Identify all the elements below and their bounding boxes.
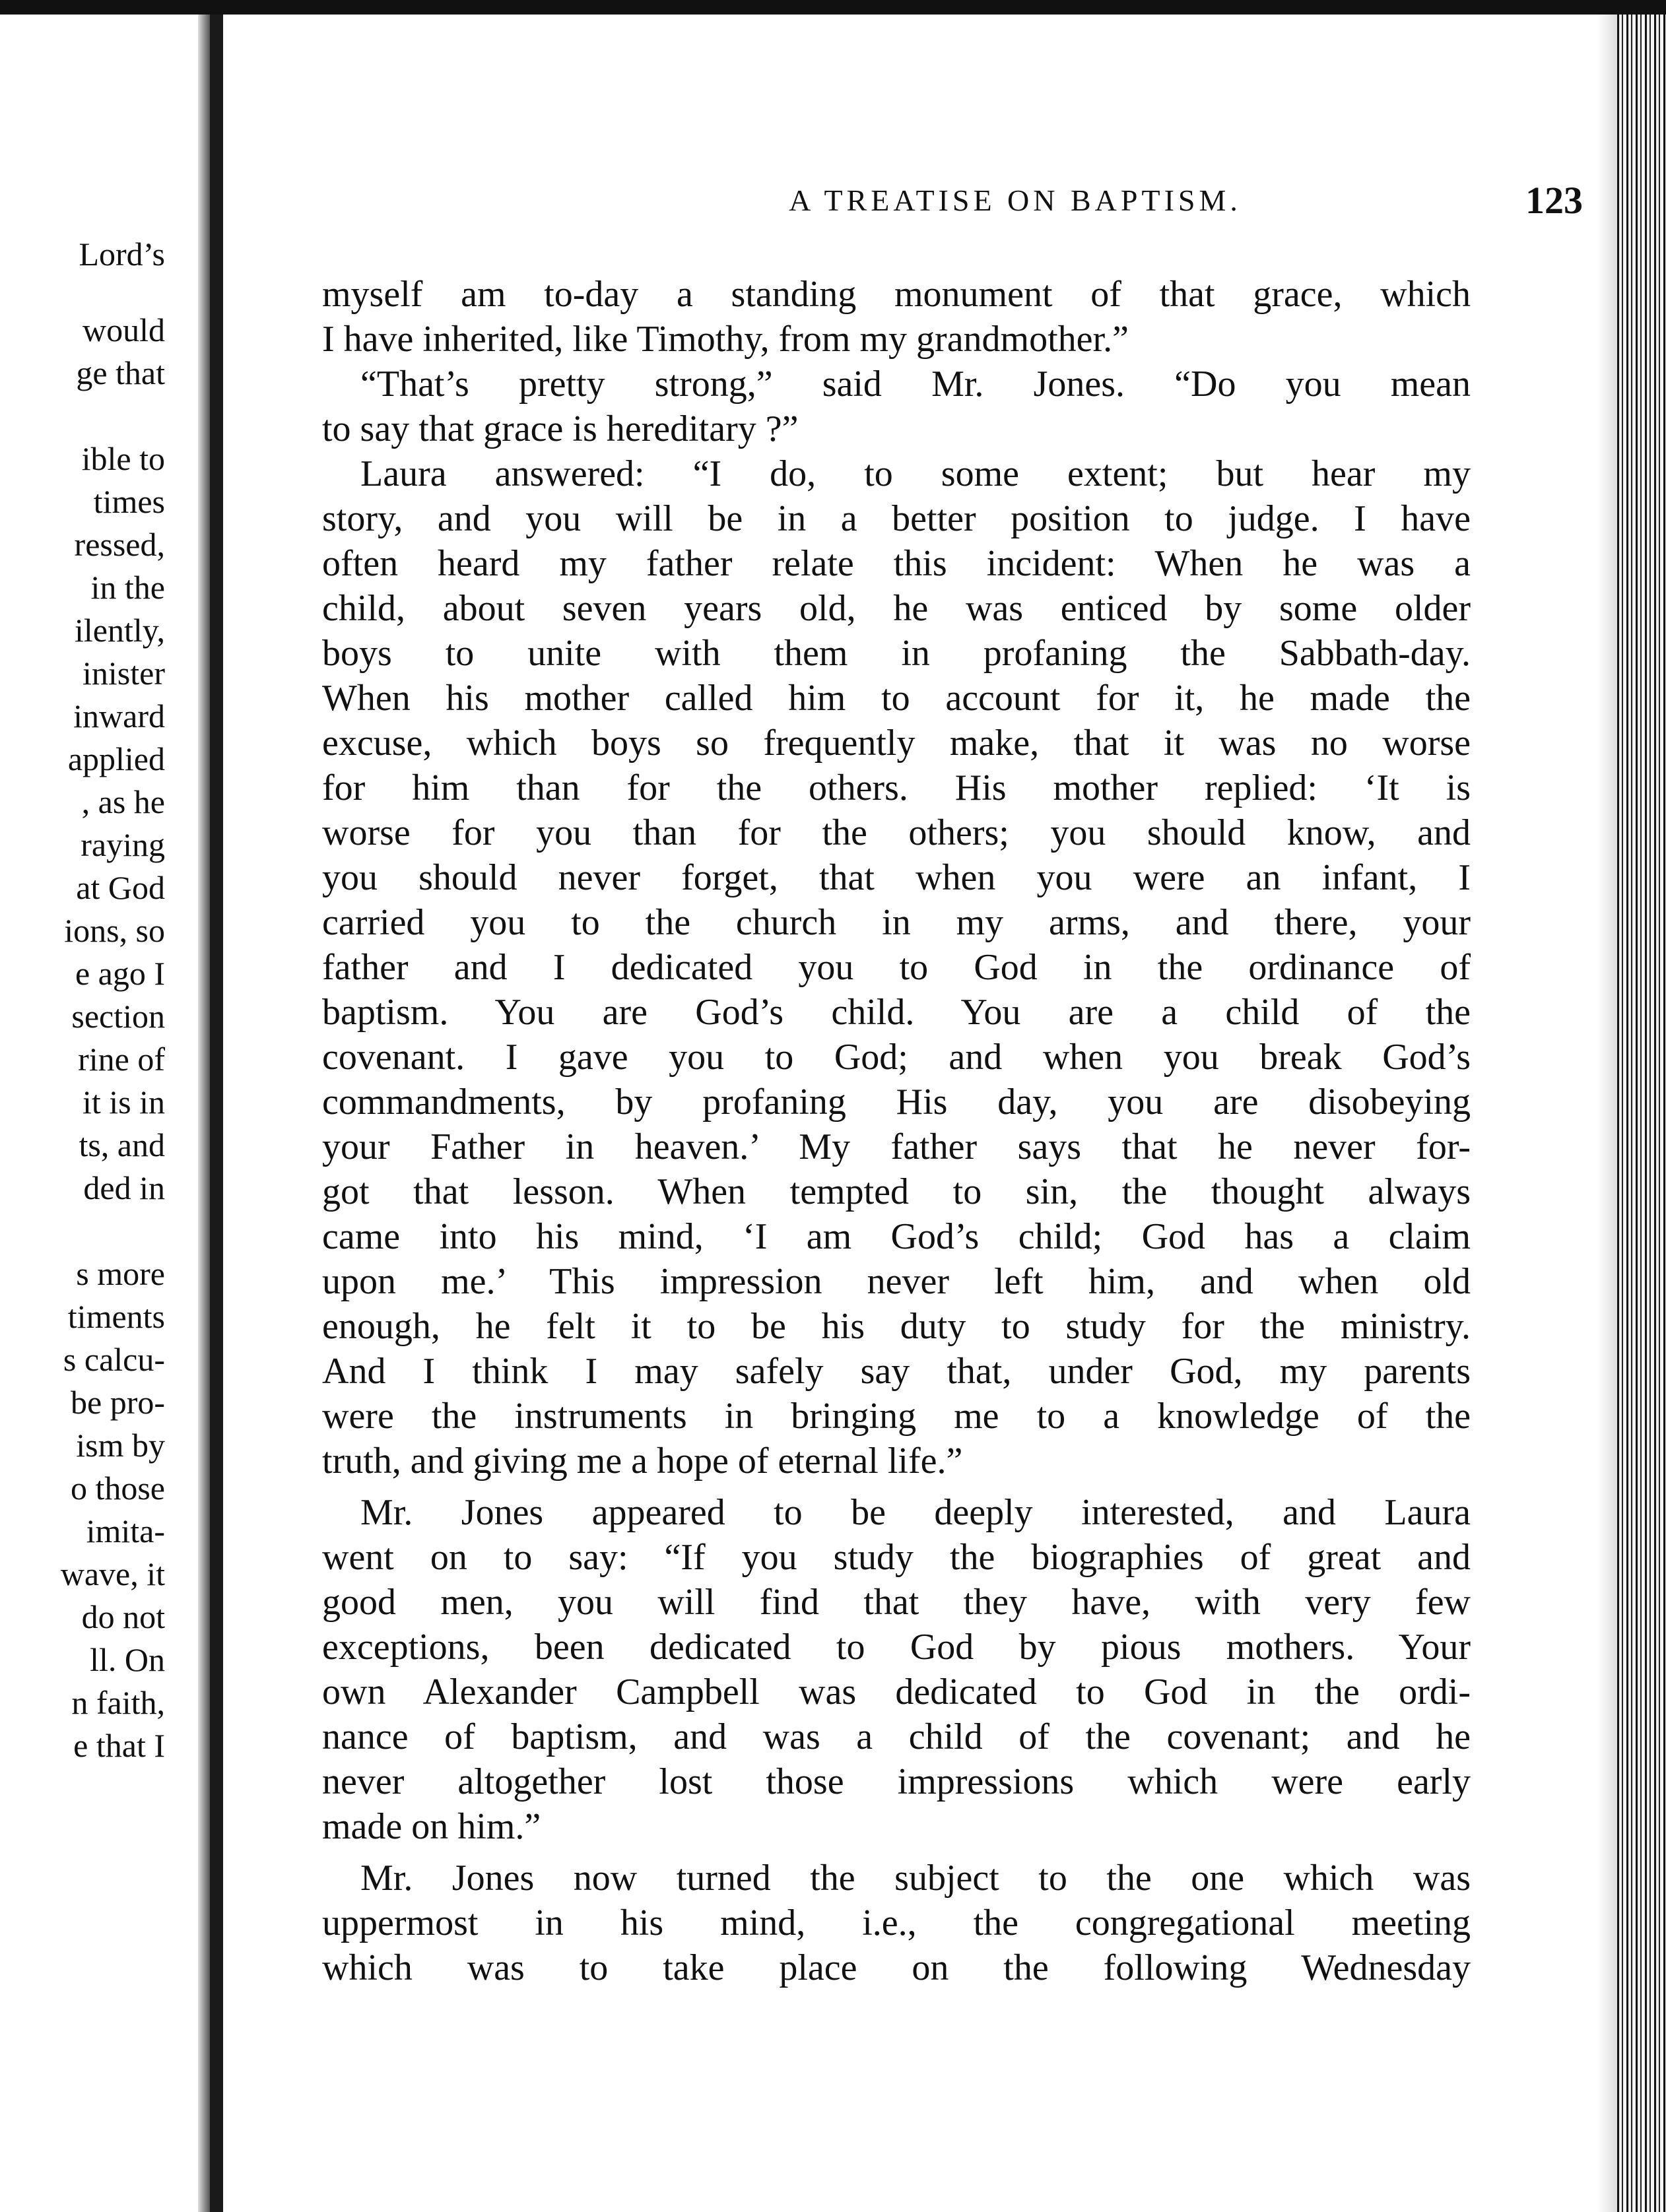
text-line: your Father in heaven.’ My father says that he never for- xyxy=(322,1126,1471,1167)
paragraph-gap xyxy=(322,1483,1471,1490)
page-number: 123 xyxy=(1525,179,1583,222)
right-page xyxy=(223,15,1597,2212)
text-line: Mr. Jones appeared to be deeply interested, and Laura xyxy=(360,1492,1471,1533)
left-page-text-fragment: wave, it xyxy=(60,1555,165,1592)
text-line: truth, and giving me a hope of eternal life.” xyxy=(322,1441,963,1481)
body-text xyxy=(322,272,1471,1990)
text-line: commandments, by profaning His day, you are disobeying xyxy=(322,1082,1471,1122)
left-page-text-fragment: it is in xyxy=(82,1084,165,1121)
text-line: uppermost in his mind, i.e., the congregational meeting xyxy=(322,1903,1471,1943)
text-line: enough, he felt it to be his duty to study for the ministry. xyxy=(322,1306,1471,1347)
text-line: “That’s pretty strong,” said Mr. Jones. “Do you mean xyxy=(360,364,1471,405)
page-edge-shadow xyxy=(1597,15,1617,2212)
left-page-text-fragment: ism by xyxy=(76,1427,165,1464)
text-line: And I think I may safely say that, under God, my parents xyxy=(322,1351,1471,1392)
text-line: you should never forget, that when you were an infant, I xyxy=(322,857,1471,898)
left-page-text-fragment: e that I xyxy=(73,1727,165,1764)
text-line: upon me.’ This impression never left him, and when old xyxy=(322,1261,1471,1302)
left-page-text-fragment: do not xyxy=(81,1598,165,1635)
text-line: myself am to-day a standing monument of that grace, which xyxy=(322,274,1471,315)
text-line: story, and you will be in a better position to judge. I have xyxy=(322,498,1471,539)
text-line: exceptions, been dedicated to God by pious mothers. Your xyxy=(322,1627,1471,1668)
text-line: were the instruments in bringing me to a knowledge of the xyxy=(322,1396,1471,1437)
left-page-text-fragment: ilently, xyxy=(74,612,165,649)
left-page-text-fragment: ge that xyxy=(76,354,165,391)
left-page-text-fragment: in the xyxy=(90,569,165,606)
text-line: for him than for the others. His mother replied: ‘It is xyxy=(322,767,1471,808)
left-page-text-fragment: s more xyxy=(76,1255,165,1292)
left-page-text-fragment: inward xyxy=(73,698,165,734)
left-page-text-fragment: ions, so xyxy=(64,912,165,949)
text-line: never altogether lost those impressions which were early xyxy=(322,1761,1471,1802)
left-page-text-fragment: ll. On xyxy=(90,1641,165,1678)
left-page-text-fragment: be pro- xyxy=(71,1384,165,1421)
left-page-text-fragment: inister xyxy=(83,655,165,692)
running-head: A TREATISE ON BAPTISM. xyxy=(789,183,1242,217)
left-page-text-fragment: ded in xyxy=(83,1169,165,1206)
left-page-text-fragment: o those xyxy=(70,1470,165,1507)
text-line: Mr. Jones now turned the subject to the one which was xyxy=(360,1858,1471,1899)
text-line: When his mother called him to account for it, he made the xyxy=(322,678,1471,719)
left-page-text-fragment: e ago I xyxy=(75,955,165,992)
text-line: made on him.” xyxy=(322,1806,541,1847)
text-line: baptism. You are God’s child. You are a child of the xyxy=(322,992,1471,1033)
text-line: nance of baptism, and was a child of the covenant; and he xyxy=(322,1716,1471,1757)
left-page-text-fragment: applied xyxy=(67,740,165,777)
left-page-text-fragment: timents xyxy=(67,1298,165,1335)
left-page-text-fragment: times xyxy=(93,483,165,520)
scan-top-border xyxy=(0,0,1666,15)
text-line: came into his mind, ‘I am God’s child; God has a claim xyxy=(322,1216,1471,1257)
left-page-text-fragment: section xyxy=(71,998,165,1035)
left-page-text-fragment: rine of xyxy=(78,1041,165,1078)
left-page-text-fragment: s calcu- xyxy=(63,1341,165,1378)
page-stack-edge xyxy=(1617,15,1666,2212)
left-page-text-fragment: raying xyxy=(81,826,165,863)
text-line: father and I dedicated you to God in the ordinance of xyxy=(322,947,1471,988)
left-page-text-fragment: ressed, xyxy=(74,526,165,563)
text-line: Laura answered: “I do, to some extent; but hear my xyxy=(360,453,1471,494)
left-page-text-fragment: n faith, xyxy=(71,1684,165,1721)
text-line: boys to unite with them in profaning the Sabbath-day. xyxy=(322,633,1471,674)
text-line: good men, you will find that they have, with very few xyxy=(322,1582,1471,1623)
left-page-text-fragment: imita- xyxy=(86,1513,165,1549)
gutter-shadow xyxy=(198,15,210,2212)
paragraph-gap xyxy=(322,1849,1471,1856)
text-line: to say that grace is hereditary ?” xyxy=(322,408,799,449)
text-line: got that lesson. When tempted to sin, the thought always xyxy=(322,1171,1471,1212)
text-line: which was to take place on the following Wednesday xyxy=(322,1947,1471,1988)
book-gutter xyxy=(210,15,223,2212)
left-page-fragment xyxy=(0,15,198,2212)
left-page-text-fragment: ts, and xyxy=(79,1126,165,1163)
text-line: worse for you than for the others; you should know, and xyxy=(322,812,1471,853)
text-line: child, about seven years old, he was enticed by some older xyxy=(322,588,1471,629)
left-page-text-fragment: , as he xyxy=(81,783,165,820)
text-line: own Alexander Campbell was dedicated to God in the ordi- xyxy=(322,1672,1471,1712)
text-line: went on to say: “If you study the biographies of great and xyxy=(322,1537,1471,1578)
left-page-text-fragment: ible to xyxy=(81,440,165,477)
text-line: covenant. I gave you to God; and when you break God’s xyxy=(322,1037,1471,1078)
text-line: carried you to the church in my arms, and there, your xyxy=(322,902,1471,943)
text-line: often heard my father relate this incident: When he was a xyxy=(322,543,1471,584)
left-page-text-fragment: would xyxy=(83,311,165,348)
text-line: excuse, which boys so frequently make, that it was no worse xyxy=(322,723,1471,764)
left-page-text-fragment: Lord’s xyxy=(79,236,165,273)
text-line: I have inherited, like Timothy, from my grandmother.” xyxy=(322,319,1129,360)
left-page-text-fragment: at God xyxy=(76,869,165,906)
